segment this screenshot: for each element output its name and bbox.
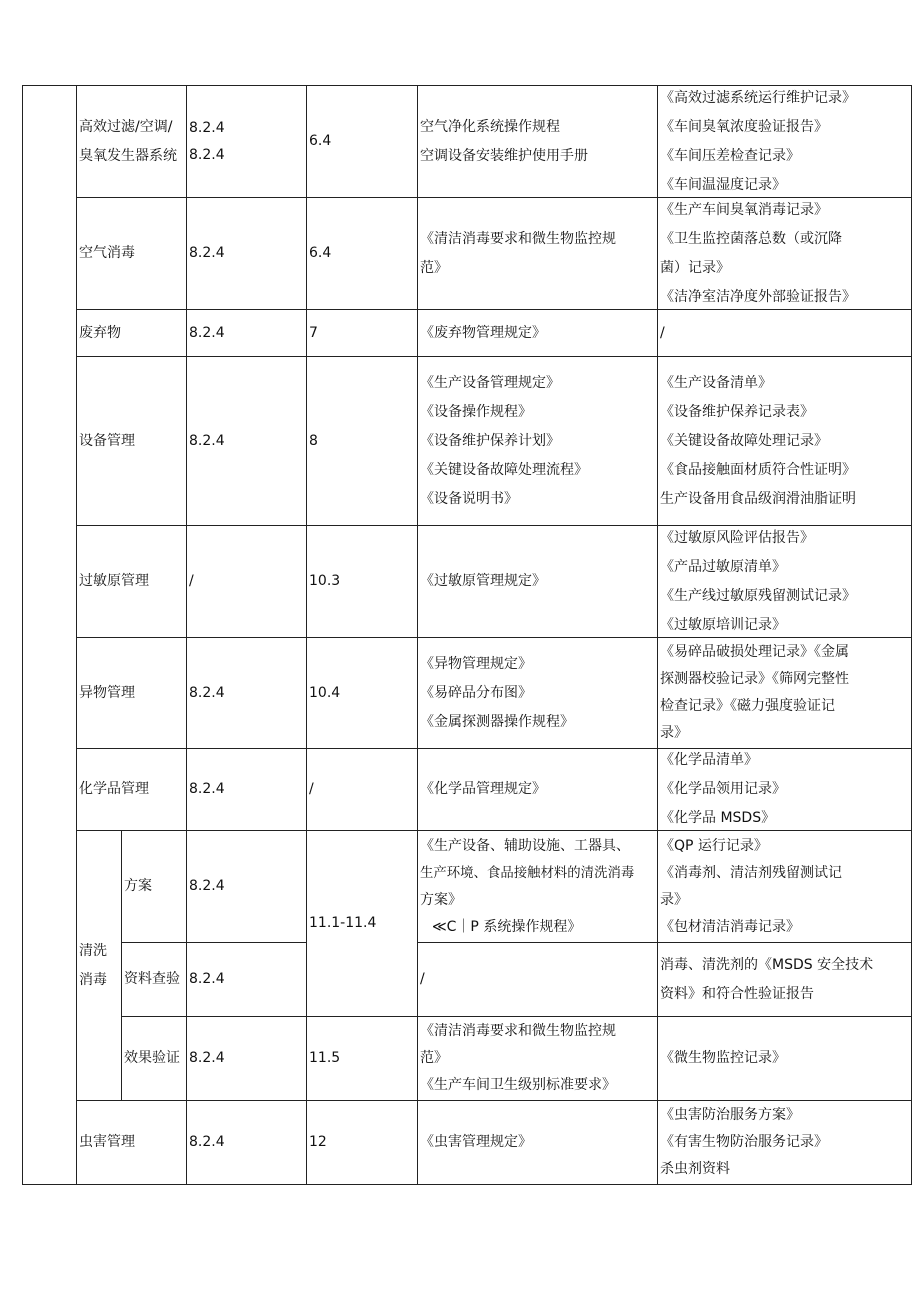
cleaning-plan-rec-line: 《包材清洁消毒记录》 <box>660 918 800 935</box>
row3-records <box>658 310 911 356</box>
row6-clause <box>187 638 306 748</box>
row6-doc-line: 《易碎品分布图》 <box>420 684 532 701</box>
pest-doc-line: 《虫害管理规定》 <box>420 1134 532 1150</box>
row1-records <box>658 86 911 197</box>
row1-documents <box>418 86 657 197</box>
pest-documents <box>418 1101 657 1184</box>
row4-documents <box>418 357 657 525</box>
row-line-bottom <box>22 1184 912 1185</box>
row1-rec-line: 《车间压差检查记录》 <box>660 147 800 164</box>
row5-doc-line: 《过敏原管理规定》 <box>420 573 546 589</box>
row4-doc-line: 《设备说明书》 <box>420 490 518 507</box>
row4-rec-line: 《生产设备清单》 <box>660 374 772 391</box>
cleaning-verify-item-text: 效果验证 <box>124 1050 180 1066</box>
row1-item-line: 臭氧发生器系统 <box>79 147 177 164</box>
cleaning-group-line: 消毒 <box>79 971 107 988</box>
cleaning-plan-doc-line: 方案》 <box>420 891 462 908</box>
row2-doc-line: 《清洁消毒要求和微生物监控规 <box>420 230 616 247</box>
cleaning-verify-doc-line: 《清洁消毒要求和微生物监控规 <box>420 1023 616 1039</box>
row2-rec-line: 《卫生监控菌落总数（或沉降 <box>660 230 842 247</box>
row5-clause-line: / <box>189 573 194 589</box>
cleaning-plan-rec-line: 《QP 运行记录》 <box>660 837 768 854</box>
row5-rec-line: 《过敏原风险评估报告》 <box>660 529 814 546</box>
cleaning-plan-records <box>658 831 911 942</box>
row4-doc-line: 《设备维护保养计划》 <box>420 432 560 449</box>
row4-rec-line: 《关键设备故障处理记录》 <box>660 432 828 449</box>
row1-clause-line: 8.2.4 <box>189 119 225 136</box>
cleaning-verify-doc-line: 范》 <box>420 1050 448 1066</box>
row6-records <box>658 638 911 748</box>
row2-documents <box>418 198 657 309</box>
cleaning-group-label <box>77 831 121 1100</box>
row7-item <box>77 749 186 830</box>
row7-ref-line: / <box>309 781 314 797</box>
row6-rec-line: 检查记录》《磁力强度验证记 <box>660 698 835 714</box>
pest-rec-line: 《虫害防治服务方案》 <box>660 1107 800 1123</box>
row4-doc-line: 《设备操作规程》 <box>420 403 532 420</box>
row3-doc-line: 《废弃物管理规定》 <box>420 324 546 341</box>
cleaning-plan-clause-text: 8.2.4 <box>189 878 225 894</box>
row5-item-line: 过敏原管理 <box>79 573 149 589</box>
row7-item-line: 化学品管理 <box>79 781 149 797</box>
row2-clause-line: 8.2.4 <box>189 245 225 261</box>
row6-clause-line: 8.2.4 <box>189 684 225 701</box>
row5-records <box>658 526 911 637</box>
pest-ref <box>307 1101 417 1184</box>
row4-clause <box>187 357 306 525</box>
row1-clause <box>187 86 306 197</box>
row7-rec-line: 《化学品领用记录》 <box>660 781 786 797</box>
cleaning-verify-rec-line: 《微生物监控记录》 <box>660 1050 786 1066</box>
row7-records <box>658 749 911 830</box>
row7-clause <box>187 749 306 830</box>
table-border-left <box>22 85 23 1185</box>
row3-documents <box>418 310 657 356</box>
pest-records <box>658 1101 911 1184</box>
row3-ref-line: 7 <box>309 324 318 341</box>
pest-ref-line: 12 <box>309 1134 327 1150</box>
cleaning-check-rec-line: 消毒、清洗剂的《MSDS 安全技术 <box>660 956 874 973</box>
row1-doc-line: 空气净化系统操作规程 <box>420 118 560 135</box>
row2-records <box>658 198 911 309</box>
row6-doc-line: 《异物管理规定》 <box>420 655 532 672</box>
cleaning-verify-documents <box>418 1017 657 1100</box>
row2-rec-line: 《洁净室洁净度外部验证报告》 <box>660 288 856 305</box>
cleaning-check-item <box>122 943 186 1016</box>
row5-ref <box>307 526 417 637</box>
row1-rec-line: 《车间温湿度记录》 <box>660 176 786 193</box>
row6-ref <box>307 638 417 748</box>
row2-item <box>77 198 186 309</box>
row2-rec-line: 《生产车间臭氧消毒记录》 <box>660 201 828 218</box>
row2-rec-line: 菌）记录》 <box>660 259 730 276</box>
row2-clause <box>187 198 306 309</box>
row7-documents <box>418 749 657 830</box>
row5-ref-line: 10.3 <box>309 573 341 589</box>
row1-item <box>77 86 186 197</box>
pest-clause-line: 8.2.4 <box>189 1134 225 1150</box>
cleaning-plan-item-text: 方案 <box>124 878 152 894</box>
row6-documents <box>418 638 657 748</box>
row1-ref-line: 6.4 <box>309 133 332 149</box>
row5-rec-line: 《过敏原培训记录》 <box>660 616 786 633</box>
row6-item-line: 异物管理 <box>79 684 135 701</box>
cleaning-check-clause <box>187 943 306 1016</box>
pest-rec-line: 杀虫剂资料 <box>660 1161 730 1177</box>
row4-rec-line: 生产设备用食品级润滑油脂证明 <box>660 490 856 507</box>
cleaning-ref <box>307 831 417 1016</box>
row6-item <box>77 638 186 748</box>
row5-documents <box>418 526 657 637</box>
row3-ref <box>307 310 417 356</box>
row4-item-line: 设备管理 <box>79 432 135 449</box>
cleaning-verify-ref <box>307 1017 417 1100</box>
row3-rec-line: / <box>660 324 665 341</box>
cleaning-verify-clause <box>187 1017 306 1100</box>
row4-ref-line: 8 <box>309 432 318 449</box>
row1-ref <box>307 86 417 197</box>
row1-rec-line: 《车间臭氧浓度验证报告》 <box>660 118 828 135</box>
cleaning-check-item-text: 资料查验 <box>124 971 180 987</box>
cleaning-plan-documents <box>418 831 657 942</box>
cleaning-plan-rec-line: 《消毒剂、清洁剂残留测试记 <box>660 864 842 881</box>
row7-clause-line: 8.2.4 <box>189 781 225 797</box>
cleaning-plan-item <box>122 831 186 942</box>
row4-doc-line: 《生产设备管理规定》 <box>420 374 560 391</box>
cleaning-check-documents <box>418 943 657 1016</box>
row1-doc-line: 空调设备安装维护使用手册 <box>420 147 588 164</box>
cleaning-ref-text: 11.1-11.4 <box>309 915 377 931</box>
row2-doc-line: 范》 <box>420 259 448 276</box>
row1-rec-line: 《高效过滤系统运行维护记录》 <box>660 89 856 106</box>
cleaning-check-rec-line: 资料》和符合性验证报告 <box>660 985 814 1002</box>
row4-ref <box>307 357 417 525</box>
cleaning-check-doc-line: / <box>420 971 425 987</box>
cleaning-check-clause-text: 8.2.4 <box>189 971 225 987</box>
cleaning-plan-doc-line: 《生产设备、辅助设施、工器具、 <box>420 837 630 854</box>
cleaning-verify-records <box>658 1017 911 1100</box>
row5-rec-line: 《生产线过敏原残留测试记录》 <box>660 587 856 604</box>
row3-item-line: 废弃物 <box>79 324 121 341</box>
row3-clause <box>187 310 306 356</box>
row1-item-line: 高效过滤/空调/ <box>79 118 173 135</box>
row5-rec-line: 《产品过敏原清单》 <box>660 558 786 575</box>
cleaning-verify-doc-line: 《生产车间卫生级别标准要求》 <box>420 1077 616 1093</box>
pest-item <box>77 1101 186 1184</box>
cleaning-check-records <box>658 943 911 1016</box>
row6-doc-line: 《金属探测器操作规程》 <box>420 713 574 730</box>
row6-rec-line: 《易碎品破损处理记录》《金属 <box>660 644 849 660</box>
row6-rec-line: 探测器校验记录》《筛网完整性 <box>660 671 849 687</box>
row1-clause-line: 8.2.4 <box>189 146 225 163</box>
pest-rec-line: 《有害生物防治服务记录》 <box>660 1134 828 1150</box>
row4-records <box>658 357 911 525</box>
row7-ref <box>307 749 417 830</box>
row7-doc-line: 《化学品管理规定》 <box>420 781 546 797</box>
row7-rec-line: 《化学品清单》 <box>660 752 758 768</box>
cleaning-plan-doc-line: ≪C｜P 系统操作规程》 <box>432 918 582 935</box>
cleaning-plan-clause <box>187 831 306 942</box>
cleaning-verify-clause-text: 8.2.4 <box>189 1050 225 1066</box>
cleaning-group-line: 清洗 <box>79 942 107 959</box>
row2-ref-line: 6.4 <box>309 245 332 261</box>
row4-doc-line: 《关键设备故障处理流程》 <box>420 461 588 478</box>
cleaning-plan-rec-line: 录》 <box>660 891 688 908</box>
row3-clause-line: 8.2.4 <box>189 324 225 341</box>
cleaning-plan-doc-line: 生产环境、食品接触材料的清洗消毒 <box>420 865 635 881</box>
row2-ref <box>307 198 417 309</box>
table-border-right <box>911 85 912 1185</box>
cleaning-verify-ref-text: 11.5 <box>309 1050 341 1066</box>
row4-item <box>77 357 186 525</box>
row6-rec-line: 录》 <box>660 725 688 741</box>
row5-clause <box>187 526 306 637</box>
pest-clause <box>187 1101 306 1184</box>
pest-item-line: 虫害管理 <box>79 1134 135 1150</box>
row5-item <box>77 526 186 637</box>
row3-item <box>77 310 186 356</box>
cleaning-verify-item <box>122 1017 186 1100</box>
row4-clause-line: 8.2.4 <box>189 432 225 449</box>
row7-rec-line: 《化学品 MSDS》 <box>660 810 776 826</box>
row4-rec-line: 《食品接触面材质符合性证明》 <box>660 461 856 478</box>
row2-item-line: 空气消毒 <box>79 245 135 261</box>
row4-rec-line: 《设备维护保养记录表》 <box>660 403 814 420</box>
row6-ref-line: 10.4 <box>309 684 341 701</box>
